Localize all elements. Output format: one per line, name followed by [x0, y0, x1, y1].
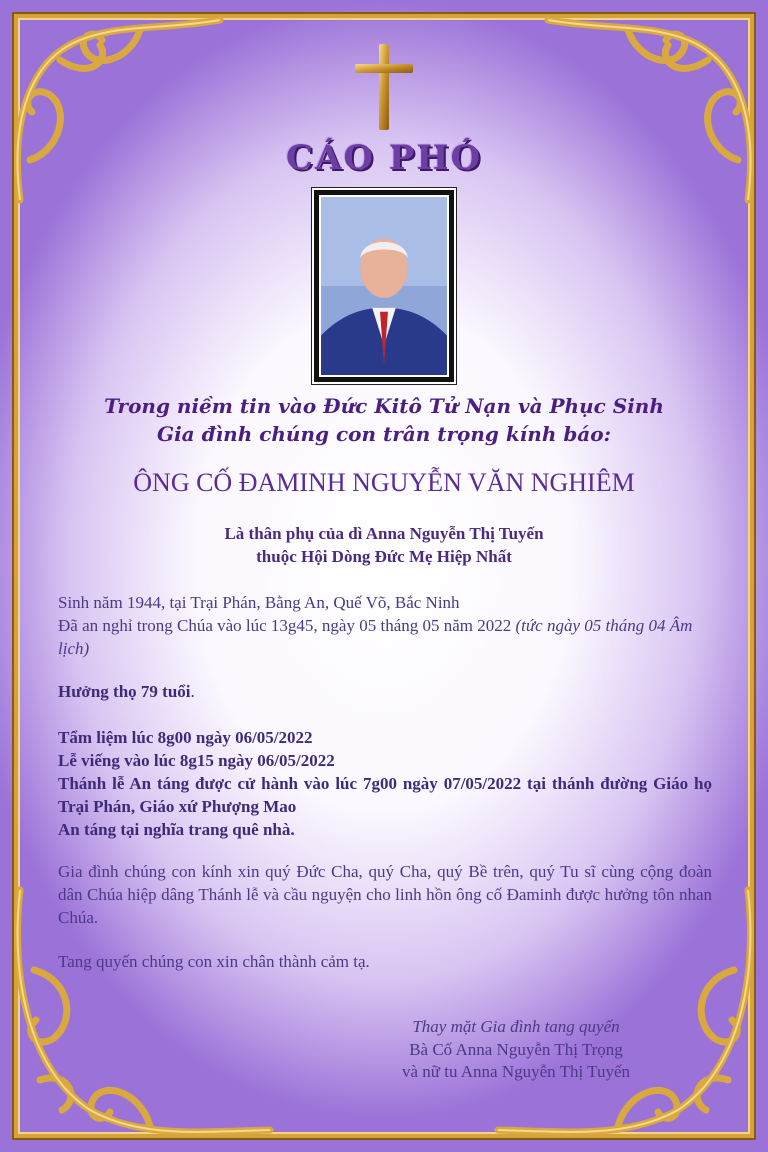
birth-line: Sinh năm 1944, tại Trại Phán, Bằng An, Quế Võ, Bắc Ninh	[58, 593, 460, 612]
burial-line: An táng tại nghĩa trang quê nhà.	[58, 820, 295, 839]
funeral-mass-line: Thánh lễ An táng được cử hành vào lúc 7g00 ngày 07/05/2022 tại thánh đường Giáo họ Trại Phán, Giáo xứ Phượng Mao	[58, 774, 712, 816]
ornament-top-right	[528, 0, 768, 240]
relation-line: Là thân phụ của dì Anna Nguyễn Thị Tuyến	[224, 524, 544, 543]
deceased-name: ÔNG CỐ ĐAMINH NGUYỄN VĂN NGHIÊM	[133, 468, 635, 497]
invitation-paragraph: Gia đình chúng con kính xin quý Đức Cha, quý Cha, quý Bề trên, quý Tu sĩ cùng cộng đoàn dân Chúa hiệp dâng Thánh lễ và cầu nguyện cho linh hồn ông cố Đaminh được hưởng tôn nhan Chúa.	[58, 862, 712, 927]
death-lunar: (tức ngày 05 tháng 04 Âm lịch)	[58, 616, 693, 658]
congregation-line: thuộc Hội Dòng Đức Mẹ Hiệp Nhất	[256, 547, 512, 566]
signature-on-behalf: Thay mặt Gia đình tang quyến	[412, 1017, 620, 1036]
death-line	[58, 614, 712, 660]
signature-name-1: Bà Cố Anna Nguyễn Thị Trọng	[409, 1040, 623, 1059]
intro-line-faith: Trong niềm tin vào Đức Kitô Tử Nạn và Phục Sinh	[104, 394, 664, 418]
encoffin-line: Tẩm liệm lúc 8g00 ngày 06/05/2022	[58, 728, 313, 747]
portrait-frame	[312, 188, 456, 384]
ornament-top-left	[0, 0, 240, 240]
death-main: Đã an nghỉ trong Chúa vào lúc 13g45, ngày 05 tháng 05 năm 2022	[58, 616, 512, 635]
visitation-line: Lễ viếng vào lúc 8g15 ngày 06/05/2022	[58, 751, 335, 770]
portrait-photo	[319, 195, 449, 377]
intro-line-announce: Gia đình chúng con trân trọng kính báo:	[156, 422, 611, 446]
age-text: Hưởng thọ 79 tuổi	[58, 682, 191, 701]
age-line: Hưởng thọ 79 tuổi.	[58, 682, 195, 701]
birth-info	[58, 591, 712, 660]
schedule-block	[58, 726, 712, 841]
page-title: CÁO PHÓ	[285, 138, 483, 178]
signature-name-2: và nữ tu Anna Nguyễn Thị Tuyến	[401, 1062, 630, 1081]
cross-icon	[351, 42, 417, 132]
thanks-line: Tang quyến chúng con xin chân thành cảm tạ.	[58, 952, 370, 971]
